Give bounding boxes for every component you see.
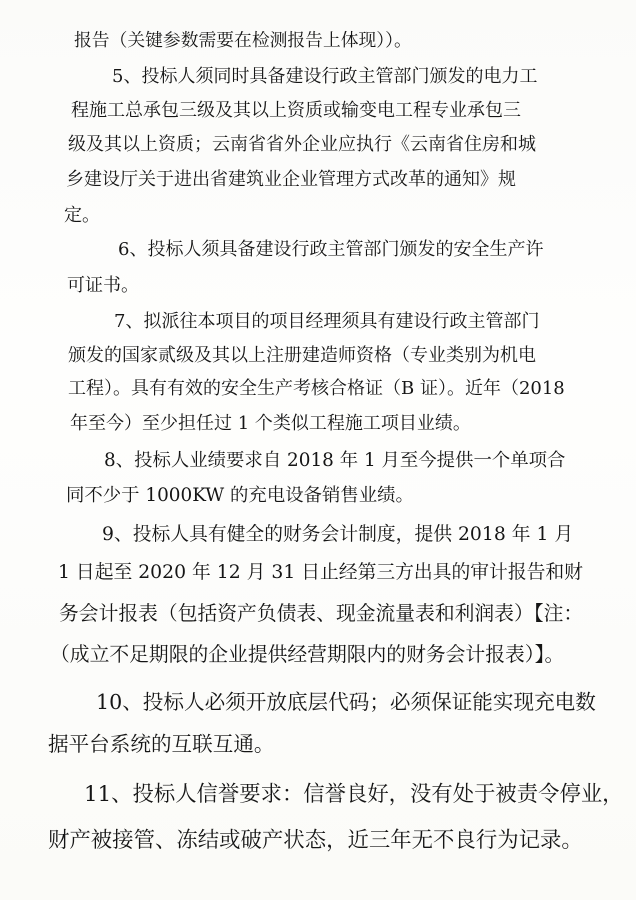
text-line: 8、投标人业绩要求自 2018 年 1 月至今提供一个单项合 — [104, 450, 566, 471]
text-line: 11、投标人信誉要求：信誉良好，没有处于被责令停业， — [84, 782, 624, 807]
text-line: 5、投标人须同时具备建设行政主管部门颁发的电力工 — [112, 66, 538, 87]
text-line: 10、投标人必须开放底层代码；必须保证能实现充电数 — [96, 690, 596, 714]
text-line: 同不少于 1000KW 的充电设备销售业绩。 — [66, 485, 414, 506]
text-line: 级及其以上资质；云南省省外企业应执行《云南省住房和城 — [68, 134, 536, 155]
text-line: 颁发的国家贰级及其以上注册建造师资格（专业类别为机电 — [68, 345, 536, 366]
text-line: 财产被接管、冻结或破产状态，近三年无不良行为记录。 — [48, 828, 583, 853]
text-line: 工程）。具有有效的安全生产考核合格证（B 证）。近年（2018 — [68, 378, 565, 399]
text-line: 7、拟派往本项目的项目经理须具有建设行政主管部门 — [114, 311, 540, 332]
text-line: 1 日起至 2020 年 12 月 31 日止经第三方出具的审计报告和财 — [58, 562, 583, 583]
text-line: 乡建设厅关于进出省建筑业企业管理方式改革的通知》规 — [66, 169, 516, 190]
text-line: 定。 — [64, 205, 100, 226]
text-line: 年至今）至少担任过 1 个类似工程施工项目业绩。 — [70, 413, 471, 434]
text-line: 可证书。 — [67, 275, 139, 296]
text-line: 程施工总承包三级及其以上资质或输变电工程专业承包三 — [71, 100, 521, 121]
text-line: 9、投标人具有健全的财务会计制度，提供 2018 年 1 月 — [102, 524, 574, 545]
text-line: 据平台系统的互联互通。 — [48, 732, 275, 756]
text-line: （成立不足期限的企业提供经营期限内的财务会计报表）】。 — [50, 643, 565, 666]
text-line: 务会计报表（包括资产负债表、现金流量表和利润表）【注： — [59, 602, 584, 625]
text-line: 6、投标人须具备建设行政主管部门颁发的安全生产许 — [118, 239, 544, 260]
text-line: 报告（关键参数需要在检测报告上体现））。 — [74, 30, 412, 51]
